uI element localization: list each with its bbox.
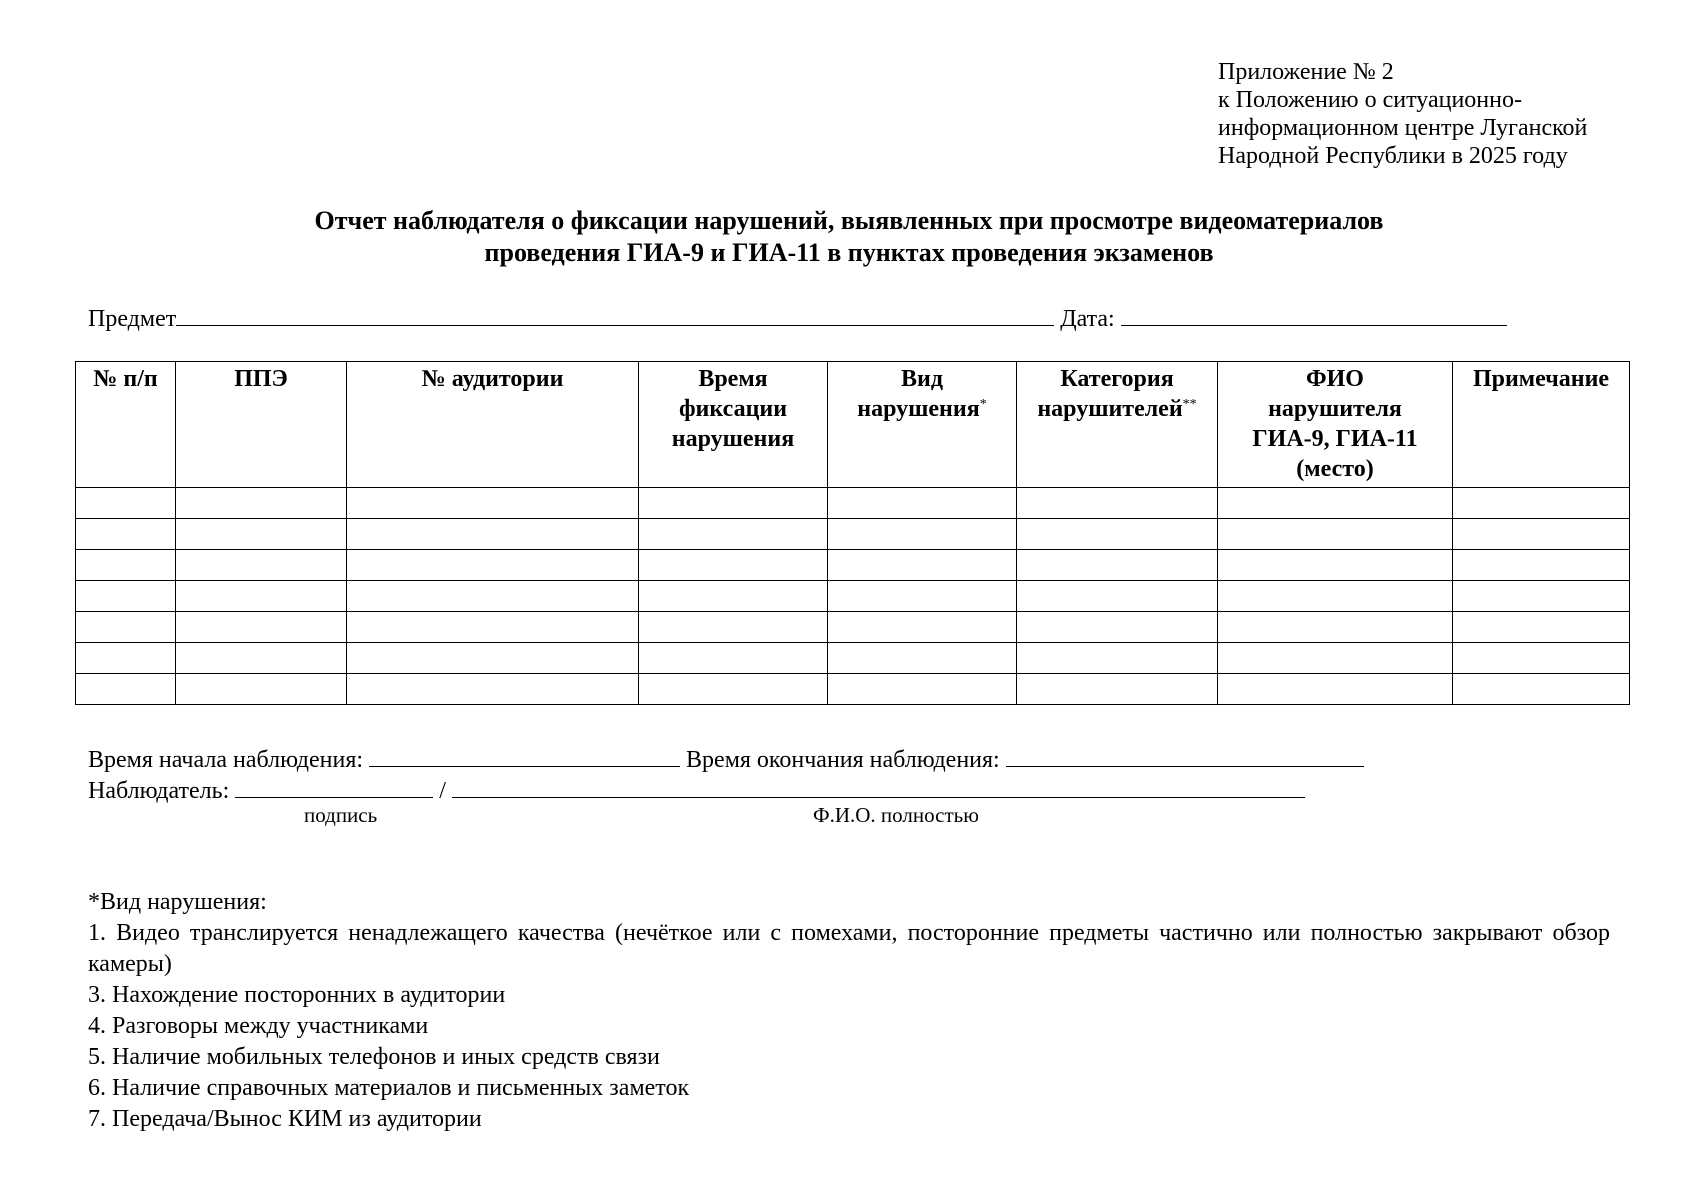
table-cell[interactable] (76, 643, 176, 674)
table-cell[interactable] (347, 581, 639, 612)
table-cell[interactable] (347, 550, 639, 581)
table-cell[interactable] (76, 674, 176, 705)
table-cell[interactable] (1453, 550, 1630, 581)
table-cell[interactable] (639, 519, 828, 550)
note-item: 5. Наличие мобильных телефонов и иных средств связи (88, 1044, 660, 1070)
table-cell[interactable] (828, 612, 1017, 643)
table-cell[interactable] (176, 519, 347, 550)
table-cell[interactable] (828, 581, 1017, 612)
start-time-label: Время начала наблюдения: (88, 747, 364, 773)
separator: / (439, 778, 446, 804)
appendix-line: к Положению о ситуационно- (1218, 87, 1522, 113)
date-field[interactable] (1121, 301, 1507, 326)
table-cell[interactable] (1218, 550, 1453, 581)
table-cell[interactable] (1218, 643, 1453, 674)
end-time-field[interactable] (1006, 742, 1364, 767)
table-cell[interactable] (1017, 581, 1218, 612)
note-item: 6. Наличие справочных материалов и письменных заметок (88, 1075, 690, 1101)
fullname-caption: Ф.И.О. полностью (813, 803, 979, 827)
table-cell[interactable] (1017, 550, 1218, 581)
table-cell[interactable] (639, 612, 828, 643)
table-cell[interactable] (639, 581, 828, 612)
report-title-line: Отчет наблюдателя о фиксации нарушений, выявленных при просмотре видеоматериалов (314, 206, 1384, 235)
table-row (76, 488, 1630, 519)
table-cell[interactable] (828, 488, 1017, 519)
table-cell[interactable] (828, 674, 1017, 705)
table-cell[interactable] (639, 643, 828, 674)
date-label: Дата: (1060, 306, 1115, 332)
report-title (0, 205, 1698, 269)
signature-caption: подпись (304, 803, 378, 827)
table-cell[interactable] (347, 488, 639, 519)
start-time-field[interactable] (369, 742, 680, 767)
header-ppe: ППЭ (176, 362, 347, 488)
table-cell[interactable] (76, 488, 176, 519)
table-cell[interactable] (1453, 674, 1630, 705)
note-item: 1. Видео транслируется ненадлежащего качества (нечёткое или с помехами, посторонние предметы частично или полностью закрывают обзор камеры) (88, 920, 1610, 977)
table-cell[interactable] (1218, 488, 1453, 519)
table-row (76, 612, 1630, 643)
table-cell[interactable] (1453, 612, 1630, 643)
table-cell[interactable] (176, 612, 347, 643)
appendix-reference (1218, 58, 1587, 170)
table-cell[interactable] (828, 643, 1017, 674)
report-title-line: проведения ГИА-9 и ГИА-11 в пунктах проведения экзаменов (484, 238, 1214, 267)
table-cell[interactable] (76, 612, 176, 643)
notes-heading: *Вид нарушения: (88, 889, 267, 915)
table-cell[interactable] (639, 488, 828, 519)
header-num: № п/п (76, 362, 176, 488)
header-room: № аудитории (347, 362, 639, 488)
header-violation-kind: Вид нарушения* (828, 362, 1017, 488)
table-cell[interactable] (828, 519, 1017, 550)
subject-date-row (88, 301, 1507, 334)
end-time-label: Время окончания наблюдения: (686, 747, 1000, 773)
table-cell[interactable] (176, 488, 347, 519)
footnote-mark: * (979, 397, 987, 412)
header-fio: ФИО нарушителя ГИА-9, ГИА-11 (место) (1218, 362, 1453, 488)
table-cell[interactable] (76, 550, 176, 581)
header-category: Категория нарушителей** (1017, 362, 1218, 488)
violation-notes (88, 887, 1610, 1135)
table-body (76, 488, 1630, 705)
table-cell[interactable] (1453, 581, 1630, 612)
header-time: Время фиксации нарушения (639, 362, 828, 488)
table-cell[interactable] (347, 519, 639, 550)
table-cell[interactable] (828, 550, 1017, 581)
appendix-line: информационном центре Луганской (1218, 115, 1588, 141)
note-item: 7. Передача/Вынос КИМ из аудитории (88, 1106, 482, 1132)
appendix-line: Приложение № 2 (1218, 59, 1394, 85)
observer-row (88, 773, 1305, 806)
note-item: 4. Разговоры между участниками (88, 1013, 429, 1039)
table-cell[interactable] (1017, 674, 1218, 705)
signature-field[interactable] (235, 773, 433, 798)
table-row (76, 643, 1630, 674)
table-cell[interactable] (1453, 488, 1630, 519)
subject-field[interactable] (176, 301, 1054, 326)
table-cell[interactable] (76, 581, 176, 612)
table-row (76, 581, 1630, 612)
table-cell[interactable] (1218, 674, 1453, 705)
table-cell[interactable] (347, 612, 639, 643)
table-cell[interactable] (1017, 643, 1218, 674)
table-row (76, 550, 1630, 581)
table-cell[interactable] (639, 550, 828, 581)
fullname-field[interactable] (452, 773, 1305, 798)
note-item: 3. Нахождение посторонних в аудитории (88, 982, 506, 1008)
table-cell[interactable] (76, 519, 176, 550)
footnote-mark: ** (1182, 397, 1197, 412)
appendix-line: Народной Республики в 2025 году (1218, 143, 1568, 169)
table-cell[interactable] (176, 643, 347, 674)
table-cell[interactable] (176, 581, 347, 612)
table-cell[interactable] (1453, 643, 1630, 674)
table-cell[interactable] (1218, 581, 1453, 612)
observation-time-row (88, 742, 1364, 775)
table-cell[interactable] (639, 674, 828, 705)
header-note: Примечание (1453, 362, 1630, 488)
table-cell[interactable] (176, 550, 347, 581)
table-cell[interactable] (1218, 612, 1453, 643)
table-cell[interactable] (1017, 488, 1218, 519)
table-cell[interactable] (347, 674, 639, 705)
table-cell[interactable] (1218, 519, 1453, 550)
table-cell[interactable] (176, 674, 347, 705)
table-cell[interactable] (347, 643, 639, 674)
observer-label: Наблюдатель: (88, 778, 230, 804)
table-cell[interactable] (1017, 519, 1218, 550)
violations-table (75, 361, 1630, 705)
subject-label: Предмет (88, 306, 177, 332)
table-row (76, 519, 1630, 550)
table-cell[interactable] (1453, 519, 1630, 550)
table-cell[interactable] (1017, 612, 1218, 643)
table-header-row (76, 362, 1630, 488)
table-row (76, 674, 1630, 705)
